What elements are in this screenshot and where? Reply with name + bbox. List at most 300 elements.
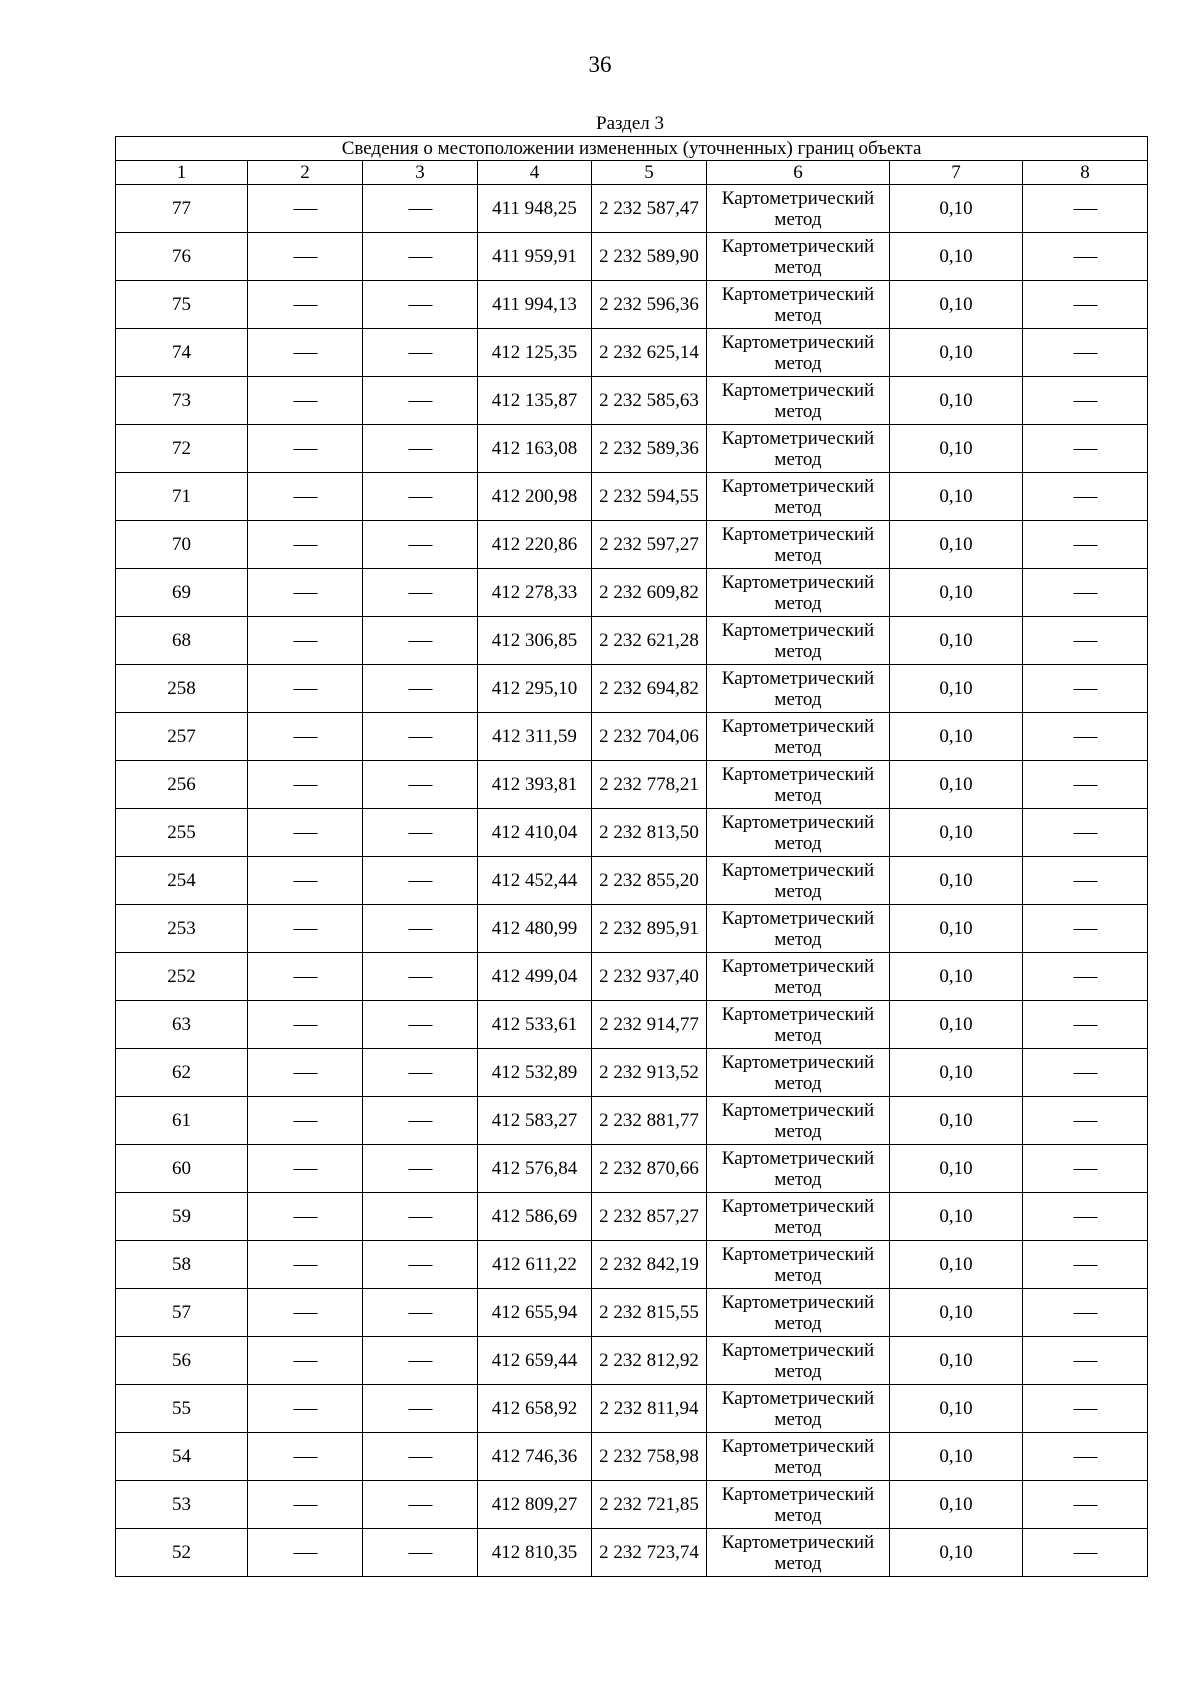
dash-mark: —: [408, 869, 432, 891]
x-coordinate-cell: 412 658,92: [478, 1385, 592, 1433]
y-coordinate-cell: 2 232 812,92: [592, 1337, 707, 1385]
column-8-cell: [1023, 1337, 1148, 1385]
accuracy-cell: 0,10: [890, 713, 1023, 761]
table-row: [116, 281, 1148, 329]
dash-mark: —: [1073, 1109, 1097, 1131]
dash-mark: —: [293, 1349, 317, 1371]
method-cell: [707, 425, 890, 473]
y-coordinate-cell: 2 232 855,20: [592, 857, 707, 905]
column-3-cell: [363, 713, 478, 761]
point-number-cell: 74: [116, 329, 248, 377]
method-line-2: метод: [774, 976, 822, 998]
dash-mark: —: [1073, 533, 1097, 555]
accuracy-cell: 0,10: [890, 761, 1023, 809]
accuracy-cell: 0,10: [890, 1289, 1023, 1337]
dash-mark: —: [1073, 1541, 1097, 1563]
column-3-cell: [363, 1289, 478, 1337]
accuracy-cell: 0,10: [890, 617, 1023, 665]
method-line-1: Картометрический: [721, 763, 875, 785]
column-8-cell: [1023, 1433, 1148, 1481]
column-3-cell: [363, 1193, 478, 1241]
y-coordinate-cell: 2 232 815,55: [592, 1289, 707, 1337]
column-2-cell: [248, 425, 363, 473]
column-8-cell: [1023, 521, 1148, 569]
y-coordinate-cell: 2 232 589,90: [592, 233, 707, 281]
y-coordinate-cell: 2 232 937,40: [592, 953, 707, 1001]
column-3-cell: [363, 1049, 478, 1097]
dash-mark: —: [293, 677, 317, 699]
accuracy-cell: 0,10: [890, 1049, 1023, 1097]
method-line-1: Картометрический: [721, 1387, 875, 1409]
point-number-cell: 77: [116, 185, 248, 233]
coordinates-table: [115, 136, 1148, 1577]
dash-mark: —: [293, 533, 317, 555]
dash-mark: —: [408, 1541, 432, 1563]
column-8-cell: [1023, 1481, 1148, 1529]
method-line-2: метод: [774, 832, 822, 854]
dash-mark: —: [293, 341, 317, 363]
dash-mark: —: [408, 437, 432, 459]
x-coordinate-cell: 412 655,94: [478, 1289, 592, 1337]
method-cell: [707, 185, 890, 233]
dash-mark: —: [293, 1205, 317, 1227]
column-2-cell: [248, 905, 363, 953]
column-header: 6: [707, 161, 890, 185]
point-number-cell: 69: [116, 569, 248, 617]
table-body: [116, 185, 1148, 1577]
dash-mark: —: [293, 1445, 317, 1467]
x-coordinate-cell: 412 220,86: [478, 521, 592, 569]
column-3-cell: [363, 425, 478, 473]
dash-mark: —: [1073, 629, 1097, 651]
dash-mark: —: [293, 1013, 317, 1035]
accuracy-cell: 0,10: [890, 1193, 1023, 1241]
dash-mark: —: [408, 245, 432, 267]
dash-mark: —: [408, 1013, 432, 1035]
method-line-1: Картометрический: [721, 1483, 875, 1505]
column-8-cell: [1023, 761, 1148, 809]
table-row: [116, 665, 1148, 713]
table-row: [116, 1337, 1148, 1385]
section-label: Раздел 3: [596, 113, 664, 134]
table-row: [116, 1289, 1148, 1337]
method-line-2: метод: [774, 1456, 822, 1478]
method-cell: [707, 1481, 890, 1529]
column-2-cell: [248, 1289, 363, 1337]
table-row: [116, 425, 1148, 473]
method-line-2: метод: [774, 784, 822, 806]
x-coordinate-cell: 412 410,04: [478, 809, 592, 857]
column-2-cell: [248, 1049, 363, 1097]
column-2-cell: [248, 665, 363, 713]
y-coordinate-cell: 2 232 589,36: [592, 425, 707, 473]
method-cell: [707, 953, 890, 1001]
method-line-1: Картометрический: [721, 715, 875, 737]
point-number-cell: 60: [116, 1145, 248, 1193]
column-8-cell: [1023, 473, 1148, 521]
table-row: [116, 1241, 1148, 1289]
column-8-cell: [1023, 713, 1148, 761]
column-header: 8: [1023, 161, 1148, 185]
table-row: [116, 473, 1148, 521]
column-3-cell: [363, 233, 478, 281]
accuracy-cell: 0,10: [890, 185, 1023, 233]
dash-mark: —: [1073, 821, 1097, 843]
x-coordinate-cell: 411 959,91: [478, 233, 592, 281]
method-cell: [707, 233, 890, 281]
method-line-1: Картометрический: [721, 1147, 875, 1169]
method-line-1: Картометрический: [721, 1531, 875, 1553]
dash-mark: —: [1073, 485, 1097, 507]
point-number-cell: 257: [116, 713, 248, 761]
column-3-cell: [363, 1385, 478, 1433]
y-coordinate-cell: 2 232 594,55: [592, 473, 707, 521]
method-cell: [707, 1001, 890, 1049]
page-number: 36: [588, 52, 612, 77]
method-line-2: метод: [774, 592, 822, 614]
accuracy-cell: 0,10: [890, 1385, 1023, 1433]
dash-mark: —: [408, 293, 432, 315]
table-row: [116, 809, 1148, 857]
table-row: [116, 1433, 1148, 1481]
table-row: [116, 761, 1148, 809]
column-8-cell: [1023, 569, 1148, 617]
dash-mark: —: [293, 1109, 317, 1131]
column-3-cell: [363, 665, 478, 713]
dash-mark: —: [1073, 965, 1097, 987]
method-cell: [707, 1433, 890, 1481]
column-3-cell: [363, 377, 478, 425]
y-coordinate-cell: 2 232 596,36: [592, 281, 707, 329]
y-coordinate-cell: 2 232 721,85: [592, 1481, 707, 1529]
x-coordinate-cell: 412 659,44: [478, 1337, 592, 1385]
dash-mark: —: [1073, 869, 1097, 891]
point-number-cell: 71: [116, 473, 248, 521]
table-row: [116, 185, 1148, 233]
x-coordinate-cell: 412 125,35: [478, 329, 592, 377]
method-cell: [707, 569, 890, 617]
dash-mark: —: [408, 1253, 432, 1275]
dash-mark: —: [408, 965, 432, 987]
method-line-2: метод: [774, 1024, 822, 1046]
method-line-1: Картометрический: [721, 907, 875, 929]
dash-mark: —: [293, 917, 317, 939]
column-8-cell: [1023, 905, 1148, 953]
column-3-cell: [363, 1337, 478, 1385]
method-line-1: Картометрический: [721, 667, 875, 689]
dash-mark: —: [408, 725, 432, 747]
point-number-cell: 72: [116, 425, 248, 473]
dash-mark: —: [1073, 677, 1097, 699]
y-coordinate-cell: 2 232 913,52: [592, 1049, 707, 1097]
dash-mark: —: [408, 197, 432, 219]
accuracy-cell: 0,10: [890, 1529, 1023, 1577]
y-coordinate-cell: 2 232 585,63: [592, 377, 707, 425]
point-number-cell: 75: [116, 281, 248, 329]
y-coordinate-cell: 2 232 758,98: [592, 1433, 707, 1481]
column-3-cell: [363, 329, 478, 377]
column-8-cell: [1023, 1241, 1148, 1289]
column-8-cell: [1023, 233, 1148, 281]
x-coordinate-cell: 412 810,35: [478, 1529, 592, 1577]
dash-mark: —: [293, 965, 317, 987]
dash-mark: —: [293, 821, 317, 843]
method-line-2: метод: [774, 880, 822, 902]
dash-mark: —: [1073, 1493, 1097, 1515]
column-8-cell: [1023, 377, 1148, 425]
y-coordinate-cell: 2 232 625,14: [592, 329, 707, 377]
dash-mark: —: [408, 341, 432, 363]
method-line-1: Картометрический: [721, 1195, 875, 1217]
accuracy-cell: 0,10: [890, 1001, 1023, 1049]
dash-mark: —: [408, 1205, 432, 1227]
dash-mark: —: [293, 245, 317, 267]
column-8-cell: [1023, 1001, 1148, 1049]
point-number-cell: 256: [116, 761, 248, 809]
column-8-cell: [1023, 185, 1148, 233]
method-line-2: метод: [774, 640, 822, 662]
table-row: [116, 1193, 1148, 1241]
column-3-cell: [363, 521, 478, 569]
method-line-2: метод: [774, 736, 822, 758]
table-row: [116, 521, 1148, 569]
method-cell: [707, 713, 890, 761]
dash-mark: —: [1073, 293, 1097, 315]
column-2-cell: [248, 185, 363, 233]
x-coordinate-cell: 412 586,69: [478, 1193, 592, 1241]
column-2-cell: [248, 1001, 363, 1049]
accuracy-cell: 0,10: [890, 329, 1023, 377]
accuracy-cell: 0,10: [890, 281, 1023, 329]
column-2-cell: [248, 1433, 363, 1481]
point-number-cell: 76: [116, 233, 248, 281]
method-line-1: Картометрический: [721, 859, 875, 881]
method-cell: [707, 1529, 890, 1577]
dash-mark: —: [1073, 1205, 1097, 1227]
x-coordinate-cell: 412 306,85: [478, 617, 592, 665]
method-cell: [707, 665, 890, 713]
method-line-1: Картометрический: [721, 1435, 875, 1457]
column-2-cell: [248, 569, 363, 617]
method-line-2: метод: [774, 544, 822, 566]
column-3-cell: [363, 857, 478, 905]
dash-mark: —: [1073, 917, 1097, 939]
x-coordinate-cell: 412 576,84: [478, 1145, 592, 1193]
method-line-1: Картометрический: [721, 811, 875, 833]
dash-mark: —: [293, 1493, 317, 1515]
x-coordinate-cell: 411 994,13: [478, 281, 592, 329]
column-3-cell: [363, 1529, 478, 1577]
accuracy-cell: 0,10: [890, 233, 1023, 281]
point-number-cell: 63: [116, 1001, 248, 1049]
method-cell: [707, 809, 890, 857]
table-row: [116, 617, 1148, 665]
dash-mark: —: [1073, 1013, 1097, 1035]
dash-mark: —: [408, 389, 432, 411]
method-line-2: метод: [774, 1552, 822, 1574]
dash-mark: —: [1073, 773, 1097, 795]
column-2-cell: [248, 1529, 363, 1577]
dash-mark: —: [1073, 1397, 1097, 1419]
column-3-cell: [363, 617, 478, 665]
table-row: [116, 1049, 1148, 1097]
method-line-2: метод: [774, 1216, 822, 1238]
table-row: [116, 1481, 1148, 1529]
method-line-1: Картометрический: [721, 619, 875, 641]
point-number-cell: 255: [116, 809, 248, 857]
dash-mark: —: [293, 1253, 317, 1275]
x-coordinate-cell: 411 948,25: [478, 185, 592, 233]
column-8-cell: [1023, 953, 1148, 1001]
column-8-cell: [1023, 617, 1148, 665]
table-row: [116, 713, 1148, 761]
method-line-2: метод: [774, 304, 822, 326]
method-cell: [707, 1145, 890, 1193]
dash-mark: —: [408, 1157, 432, 1179]
column-2-cell: [248, 1337, 363, 1385]
method-line-1: Картометрический: [721, 235, 875, 257]
column-3-cell: [363, 281, 478, 329]
accuracy-cell: 0,10: [890, 569, 1023, 617]
y-coordinate-cell: 2 232 723,74: [592, 1529, 707, 1577]
accuracy-cell: 0,10: [890, 1241, 1023, 1289]
dash-mark: —: [293, 1061, 317, 1083]
column-2-cell: [248, 233, 363, 281]
point-number-cell: 54: [116, 1433, 248, 1481]
dash-mark: —: [1073, 1445, 1097, 1467]
accuracy-cell: 0,10: [890, 473, 1023, 521]
column-8-cell: [1023, 1385, 1148, 1433]
column-8-cell: [1023, 1193, 1148, 1241]
dash-mark: —: [293, 581, 317, 603]
dash-mark: —: [293, 725, 317, 747]
method-line-1: Картометрический: [721, 331, 875, 353]
dash-mark: —: [408, 1061, 432, 1083]
point-number-cell: 68: [116, 617, 248, 665]
method-line-1: Картометрический: [721, 475, 875, 497]
accuracy-cell: 0,10: [890, 1145, 1023, 1193]
dash-mark: —: [408, 581, 432, 603]
table-row: [116, 1145, 1148, 1193]
column-3-cell: [363, 1481, 478, 1529]
column-2-cell: [248, 521, 363, 569]
accuracy-cell: 0,10: [890, 425, 1023, 473]
column-2-cell: [248, 1097, 363, 1145]
accuracy-cell: 0,10: [890, 857, 1023, 905]
x-coordinate-cell: 412 611,22: [478, 1241, 592, 1289]
method-cell: [707, 521, 890, 569]
column-3-cell: [363, 569, 478, 617]
method-line-2: метод: [774, 1120, 822, 1142]
column-3-cell: [363, 185, 478, 233]
method-line-1: Картометрический: [721, 1291, 875, 1313]
accuracy-cell: 0,10: [890, 905, 1023, 953]
x-coordinate-cell: 412 393,81: [478, 761, 592, 809]
x-coordinate-cell: 412 809,27: [478, 1481, 592, 1529]
table-row: [116, 377, 1148, 425]
method-cell: [707, 329, 890, 377]
x-coordinate-cell: 412 295,10: [478, 665, 592, 713]
dash-mark: —: [408, 677, 432, 699]
dash-mark: —: [408, 533, 432, 555]
method-line-1: Картометрический: [721, 187, 875, 209]
dash-mark: —: [1073, 1061, 1097, 1083]
table-row: [116, 1001, 1148, 1049]
table-row: [116, 905, 1148, 953]
table-row: [116, 857, 1148, 905]
method-cell: [707, 473, 890, 521]
table-row: [116, 233, 1148, 281]
x-coordinate-cell: 412 200,98: [478, 473, 592, 521]
table-row: [116, 1097, 1148, 1145]
accuracy-cell: 0,10: [890, 1337, 1023, 1385]
method-cell: [707, 1193, 890, 1241]
method-cell: [707, 1337, 890, 1385]
column-2-cell: [248, 1193, 363, 1241]
column-header: 4: [478, 161, 592, 185]
dash-mark: —: [293, 437, 317, 459]
dash-mark: —: [293, 197, 317, 219]
dash-mark: —: [1073, 1301, 1097, 1323]
dash-mark: —: [293, 1301, 317, 1323]
dash-mark: —: [408, 1349, 432, 1371]
dash-mark: —: [408, 773, 432, 795]
table-caption-row: [116, 137, 1148, 161]
y-coordinate-cell: 2 232 609,82: [592, 569, 707, 617]
column-2-cell: [248, 857, 363, 905]
dash-mark: —: [293, 293, 317, 315]
method-cell: [707, 761, 890, 809]
table-row: [116, 569, 1148, 617]
column-3-cell: [363, 953, 478, 1001]
dash-mark: —: [1073, 197, 1097, 219]
method-line-1: Картометрический: [721, 1003, 875, 1025]
column-8-cell: [1023, 1049, 1148, 1097]
point-number-cell: 52: [116, 1529, 248, 1577]
column-8-cell: [1023, 425, 1148, 473]
column-2-cell: [248, 377, 363, 425]
point-number-cell: 61: [116, 1097, 248, 1145]
point-number-cell: 58: [116, 1241, 248, 1289]
dash-mark: —: [408, 821, 432, 843]
dash-mark: —: [1073, 1253, 1097, 1275]
method-line-2: метод: [774, 1504, 822, 1526]
point-number-cell: 62: [116, 1049, 248, 1097]
method-cell: [707, 617, 890, 665]
x-coordinate-cell: 412 163,08: [478, 425, 592, 473]
column-3-cell: [363, 761, 478, 809]
dash-mark: —: [408, 1445, 432, 1467]
accuracy-cell: 0,10: [890, 1433, 1023, 1481]
point-number-cell: 59: [116, 1193, 248, 1241]
method-line-2: метод: [774, 1312, 822, 1334]
method-cell: [707, 1049, 890, 1097]
table-row: [116, 329, 1148, 377]
column-3-cell: [363, 1241, 478, 1289]
accuracy-cell: 0,10: [890, 953, 1023, 1001]
accuracy-cell: 0,10: [890, 1097, 1023, 1145]
dash-mark: —: [293, 1397, 317, 1419]
point-number-cell: 56: [116, 1337, 248, 1385]
y-coordinate-cell: 2 232 895,91: [592, 905, 707, 953]
dash-mark: —: [293, 1541, 317, 1563]
x-coordinate-cell: 412 499,04: [478, 953, 592, 1001]
y-coordinate-cell: 2 232 704,06: [592, 713, 707, 761]
column-2-cell: [248, 329, 363, 377]
column-3-cell: [363, 1145, 478, 1193]
dash-mark: —: [293, 869, 317, 891]
point-number-cell: 253: [116, 905, 248, 953]
